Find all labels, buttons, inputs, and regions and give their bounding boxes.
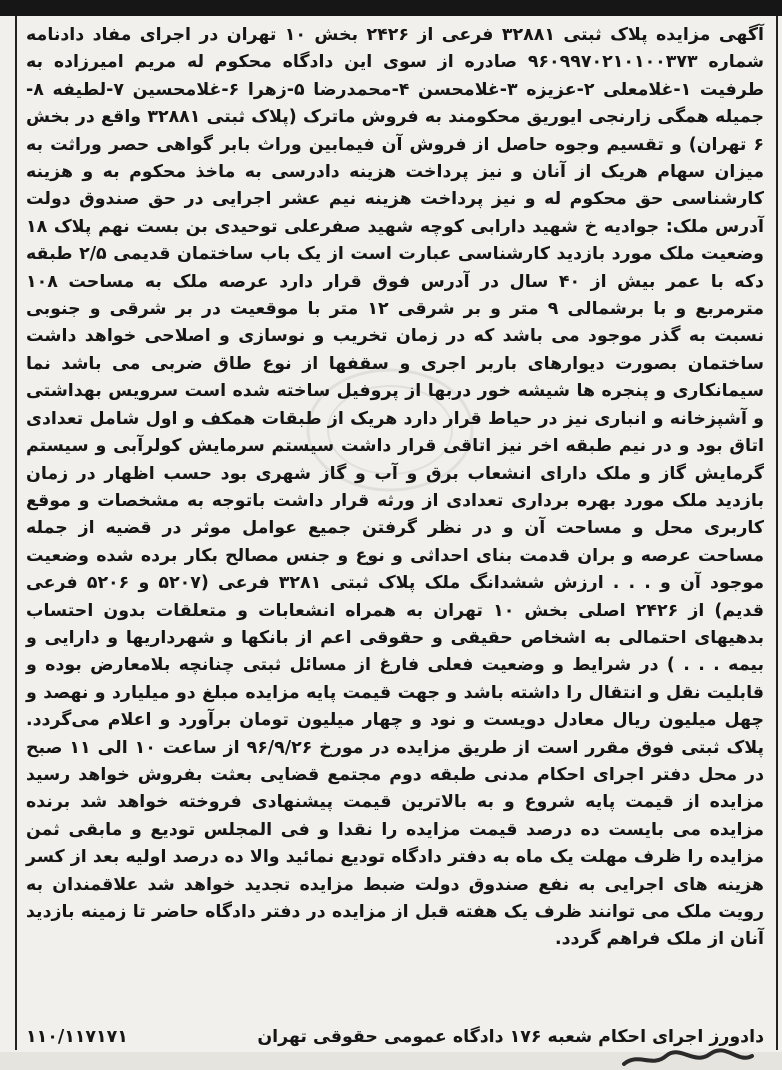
notice-body: آگهی مزایده پلاک ثبتی ۳۲۸۸۱ فرعی از ۲۴۲۶ بخش ۱۰ تهران در اجرای مفاد دادنامه شماره ۹۶۰۹۹۷۰۲۱۰۱۰۰۳۷۳ صادره از سوی این دادگاه محکوم له مریم امیرزاده به طرفیت ۱-غلامعلی ۲-عزیزه ۳-غلامحسن ۴-محمدرضا ۵-زهرا ۶-غلامحسین ۷-لطیفه ۸- جمیله همگی زارنجی ایوریق محکومند به فروش ماترک (پلاک ثبتی ۳۲۸۸۱ واقع در بخش ۶ تهران) و تقسیم وجوه حاصل از فروش آن فیمابین وراث بابر گواهی حصر وراثت به میزان سهام هریک از آنان و نیز پرداخت هزینه دادرسی به ماخذ محکوم به و هزینه کارشناسی حق محکوم له و نیز پرداخت هزینه نیم عشر اجرایی در حق صندوق دولت آدرس ملک: جوادیه خ شهید دارابی کوچه شهید صفرعلی توحیدی بن بست نهم پلاک ۱۸ وضعیت ملک مورد بازدید کارشناسی عبارت است از یک باب ساختمان قدیمی ۲/۵ طبقه دکه با عمر بیش از ۴۰ سال در آدرس فوق قرار دارد عرصه ملک به مساحت ۱۰۸ مترمربع و با برشمالی ۹ متر و بر شرقی ۱۲ متر با موقعیت در بر شرقی و جنوبی نسبت به گذر موجود می باشد که در زمان تخریب و نوسازی و اصلاحی خواهد داشت ساختمان بصورت دیوارهای باربر اجری و سقفها از نوع طاق ضربی می باشد نما سیمانکاری و پنجره ها شیشه خور دربها از پروفیل ساخته شده است سرویس بهداشتی و آشپزخانه و انباری نیز در حیاط قرار دارد هریک از طبقات همکف و اول شامل تعدادی اتاق بود و در نیم طبقه اخر نیز اتاقی قرار داشت سیستم سرمایش کولرآبی و سیستم گرمایش گاز و ملک دارای انشعاب برق و آب و گاز شهری بود حسب اظهار در زمان بازدید ملک مورد بهره برداری تعدادی از ورثه قرار داشت باتوجه به مشخصات و موقع کاربری محل و مساحت آن و در نظر گرفتن جمیع عوامل موثر در قضیه از جمله مساحت عرصه و بران قدمت بنای احداثی و نوع و جنس مصالح بکار برده شده وضعیت موجود آن و . . . ارزش ششدانگ ملک پلاک ثبتی ۳۲۸۱ فرعی (۵۲۰۷ و ۵۲۰۶ فرعی قدیم) از ۲۴۲۶ اصلی بخش ۱۰ تهران به همراه انشعابات و متعلقات بدون احتساب بدهیهای احتمالی به اشخاص حقیقی و حقوقی اعم از بانکها و شهرداریها و دارایی و بیمه . . . ) در شرایط و وضعیت فعلی فارغ از مسائل ثبتی چنانچه بلامعارض بوده و قابلیت نقل و انتقال را داشته باشد و جهت قیمت پایه مزایده مبلغ دو میلیارد و نهصد و چهل میلیون ریال معادل دویست و نود و چهار میلیون تومان برآورد و اعلام می‌گردد. پلاک ثبتی فوق مقرر است از طریق مزایده در مورخ ۹۶/۹/۲۶ از ساعت ۱۰ الی ۱۱ صبح در محل دفتر اجرای احکام مدنی طبقه دوم مجتمع قضایی بعثت بفروش خواهد رسید مزایده از قیمت پایه شروع و به بالاترین قیمت پیشنهادی فروخته خواهد شد برنده مزایده می بایست ده درصد قیمت مزایده را نقدا و فی المجلس تودیع و مابقی ثمن مزایده را ظرف مهلت یک ماه به دفتر دادگاه تودیع نمائید والا ده درصد اولیه بعد از کسر هزینه های اجرایی به نفع صندوق دولت ضبط مزایده تجدید خواهد شد علاقمندان به رویت ملک می توانند ظرف یک هفته قبل از مزایده در دفتر دادگاه حاضر تا زمینه بازدید آنان از ملک فراهم گردد.: [26, 25, 765, 950]
court-signature: دادورز اجرای احکام شعبه ۱۷۶ دادگاه عمومی حقوقی تهران: [257, 1027, 764, 1047]
left-border-rule: [15, 16, 17, 1050]
auction-notice-text: [26, 22, 764, 954]
reference-number: ۱۱۰/۱۱۷۱۷۱: [26, 1027, 128, 1047]
handwritten-mark-icon: [618, 1048, 758, 1070]
top-border-rule: [0, 0, 782, 16]
right-border-rule: [776, 16, 778, 1050]
